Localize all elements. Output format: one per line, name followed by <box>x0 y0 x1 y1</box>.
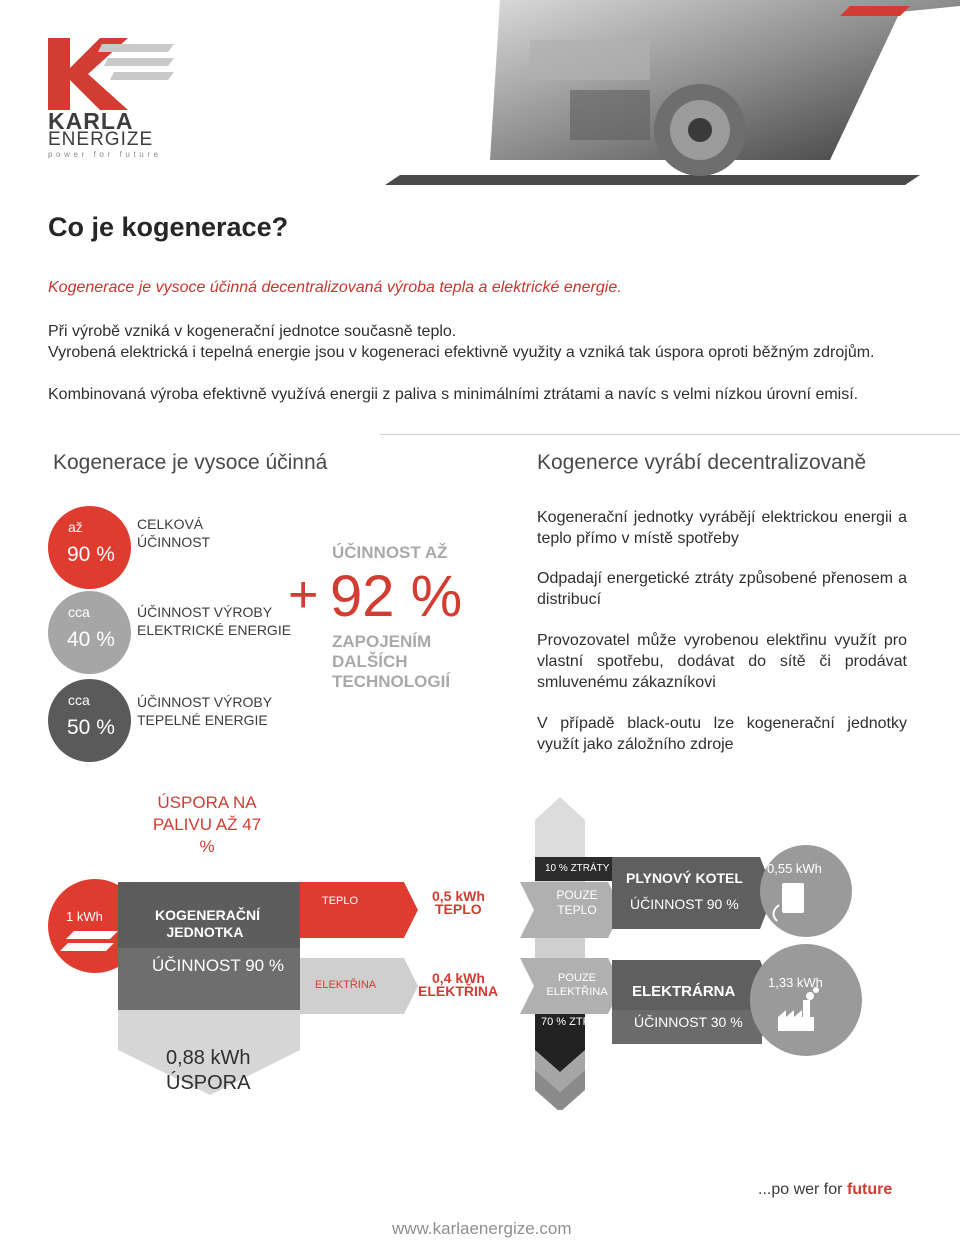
footer-tagline <box>758 1181 892 1199</box>
section-divider <box>380 434 960 435</box>
tech-line: ZAPOJENÍM <box>332 632 432 651</box>
technologies-label <box>332 632 450 692</box>
savings-title: ÚSPORA NA PALIVU AŽ 47 % <box>152 793 262 856</box>
label-line: TEPELNÉ ENERGIE <box>137 712 268 728</box>
only-elec-line: ELEKTŘINA <box>546 986 608 998</box>
badge-value: 90 % <box>67 543 115 566</box>
plant-title: ELEKTRÁRNA <box>632 983 736 1000</box>
karla-logo-mark <box>48 38 174 110</box>
decentral-paragraph-2: Odpadají energetické ztráty způsobené přenosem a distribucí <box>537 570 907 608</box>
heat-efficiency-badge <box>48 679 131 762</box>
boiler-icon <box>782 883 804 913</box>
boiler-output-circle <box>760 845 852 937</box>
intro-paragraph-3: Kombinovaná výroba efektivně využívá energii z paliva s minimálními ztrátami a navíc s velmi nízkou úrovní emisí. <box>48 386 859 403</box>
plant-output-value: 1,33 kWh <box>768 975 823 990</box>
total-efficiency-label <box>137 515 210 551</box>
heat-arrow <box>300 882 418 938</box>
badge-value: 40 % <box>67 628 115 651</box>
boiler-title: PLYNOVÝ KOTEL <box>626 870 743 886</box>
savings-result-label: ÚSPORA <box>166 1072 251 1094</box>
page-title: Co je kogenerace? <box>48 212 289 242</box>
website-link[interactable]: www.karlaenergize.com <box>392 1219 572 1238</box>
label-line: ÚČINNOST <box>137 534 211 550</box>
footer-tagline-accent: future <box>846 1181 893 1198</box>
electric-efficiency-badge <box>48 591 131 674</box>
loss-bottom-label: 70 % ZTRÁTY <box>541 1016 612 1028</box>
savings-flow-diagram <box>0 780 960 1110</box>
heat-efficiency-label <box>137 693 272 729</box>
plus-sign: + <box>288 566 319 624</box>
boiler-block <box>612 857 774 929</box>
badge-prefix: cca <box>68 604 90 620</box>
engine-image <box>380 0 960 190</box>
intro-lead: Kogenerace je vysoce účinná decentralizovaná výroba tepla a elektrické energie. <box>48 279 622 296</box>
electricity-name: ELEKTŘINA <box>418 983 499 999</box>
footer-tagline-prefix: ...po wer for <box>758 1181 843 1198</box>
label-line: ÚČINNOST VÝROBY <box>137 604 273 620</box>
heat-arrow-label: TEPLO <box>322 895 359 907</box>
total-efficiency-badge <box>48 506 131 589</box>
heat-name: TEPLO <box>435 901 482 917</box>
decentral-paragraph-4: V případě black-outu lze kogenerační jednotky využít jako záložního zdroje <box>537 715 907 753</box>
unit-line: JEDNOTKA <box>166 924 244 940</box>
badge-prefix: cca <box>68 692 90 708</box>
only-electricity-label <box>546 971 608 999</box>
label-line: ÚČINNOST VÝROBY <box>137 694 273 710</box>
savings-result <box>166 1046 250 1096</box>
plant-efficiency: ÚČINNOST 30 % <box>634 1014 743 1030</box>
unit-line: KOGENERAČNÍ <box>155 907 261 923</box>
intro-paragraph-1: Při výrobě vzniká v kogenerační jednotce současně teplo. <box>48 323 457 340</box>
only-heat-line: TEPLO <box>557 903 597 917</box>
heat-value: 0,5 kWh <box>432 888 485 904</box>
efficiency-big-value: 92 % <box>330 564 463 629</box>
brand-tagline: power for future <box>48 150 162 159</box>
tech-line: DALŠÍCH <box>332 652 408 671</box>
only-elec-line: POUZE <box>558 972 596 984</box>
efficiency-section-title: Kogenerace je vysoce účinná <box>53 451 328 474</box>
boiler-output-value: 0,55 kWh <box>767 861 822 876</box>
efficiency-up-to-label: ÚČINNOST AŽ <box>332 543 448 562</box>
cogeneration-unit-title <box>155 907 261 941</box>
decentral-paragraph-3: Provozovatel může vyrobenou elektřinu využít pro vlastní spotřebu, dodávat do sítě či prodávat smluvenému zákazníkovi <box>537 632 907 691</box>
label-line: CELKOVÁ <box>137 516 204 532</box>
tech-line: TECHNOLOGIÍ <box>332 672 451 691</box>
only-heat-line: POUZE <box>556 888 598 902</box>
electricity-arrow-label: ELEKTŘINA <box>315 979 377 991</box>
boiler-efficiency: ÚČINNOST 90 % <box>630 896 739 912</box>
brand-subtitle: ENERGIZE <box>48 129 154 150</box>
electricity-value: 0,4 kWh <box>432 970 485 986</box>
electric-efficiency-label <box>137 603 291 639</box>
loss-top-label: 10 % ZTRÁTY <box>545 863 610 874</box>
decentral-section-title: Kogenerce vyrábí decentralizovaně <box>537 451 867 474</box>
label-line: ELEKTRICKÉ ENERGIE <box>137 622 292 638</box>
only-heat-label <box>556 888 598 918</box>
badge-prefix: až <box>68 519 83 535</box>
input-value: 1 kWh <box>66 909 103 924</box>
savings-result-value: 0,88 kWh <box>166 1047 251 1069</box>
badge-value: 50 % <box>67 716 115 739</box>
cogeneration-unit-efficiency: ÚČINNOST 90 % <box>152 956 284 975</box>
brand-name: KARLA <box>48 108 134 134</box>
decentral-paragraph-1: Kogenerační jednotky vyrábějí elektrickou energii a teplo přímo v místě spotřeby <box>537 509 907 547</box>
intro-paragraph-2: Vyrobená elektrická i tepelná energie jsou v kogeneraci efektivně využity a vzniká tak úspora oproti běžným zdrojům. <box>48 344 875 361</box>
